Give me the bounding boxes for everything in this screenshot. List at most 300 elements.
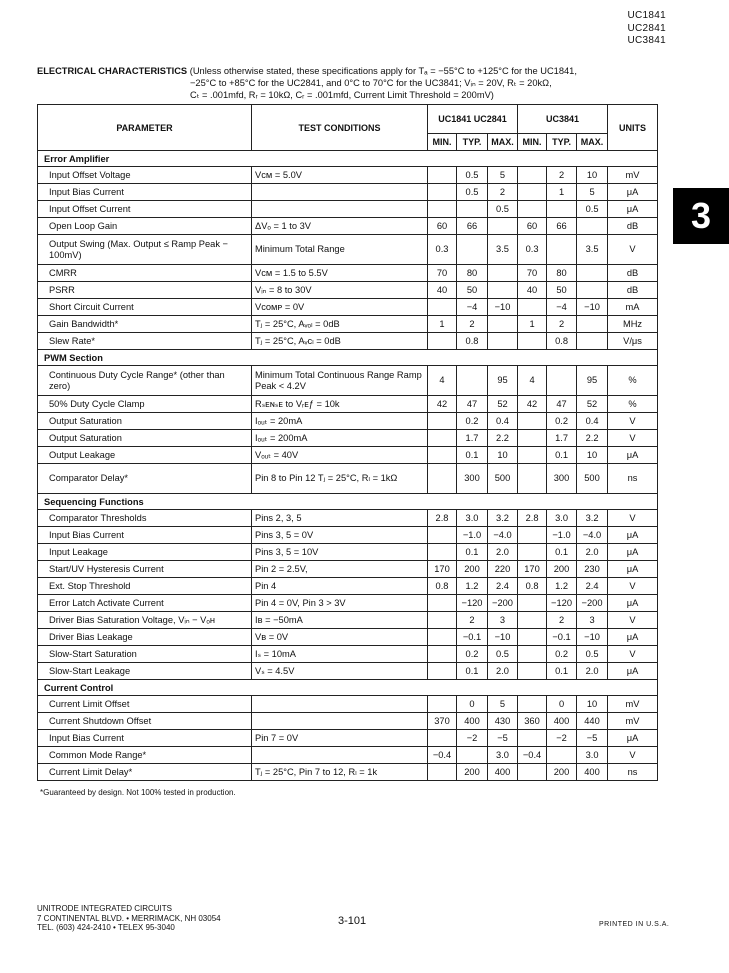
value-typ-cell: 0.1 [457, 447, 488, 464]
value-typ-cell: 300 [547, 464, 577, 494]
title-lead: ELECTRICAL CHARACTERISTICS [37, 66, 188, 76]
value-typ-cell: −0.1 [457, 629, 488, 646]
unit-cell: MHz [608, 316, 658, 333]
value-min-cell: 60 [518, 218, 547, 235]
value-min-cell: 370 [428, 713, 457, 730]
value-min-cell [428, 612, 457, 629]
value-typ-cell: 0.8 [457, 333, 488, 350]
condition-cell: Iₒᵤₜ = 20mA [252, 413, 428, 430]
section-header-row [38, 494, 658, 510]
param-cell: Input Offset Voltage [38, 167, 252, 184]
param-cell: Current Limit Offset [38, 696, 252, 713]
param-cell: Output Swing (Max. Output ≤ Ramp Peak − 100mV) [38, 235, 252, 265]
param-cell: Slew Rate* [38, 333, 252, 350]
value-max-cell: 0.5 [488, 646, 518, 663]
table-row [38, 595, 658, 612]
part-numbers [628, 10, 667, 48]
param-cell: Start/UV Hysteresis Current [38, 561, 252, 578]
value-max-cell: 400 [488, 764, 518, 781]
section-tab-marker [673, 188, 729, 244]
value-max-cell: 3 [577, 612, 608, 629]
value-min-cell [518, 730, 547, 747]
value-max-cell: 0.4 [577, 413, 608, 430]
value-typ-cell: 0.2 [457, 413, 488, 430]
condition-cell: Pin 7 = 0V [252, 730, 428, 747]
col-header-max: MAX. [488, 134, 518, 151]
condition-cell: Minimum Total Continuous Range Ramp Peak < 4.2V [252, 366, 428, 396]
table-row [38, 730, 658, 747]
value-min-cell [518, 333, 547, 350]
param-cell: Output Saturation [38, 430, 252, 447]
value-typ-cell: 0.2 [457, 646, 488, 663]
section-title: Current Control [38, 680, 658, 696]
table-row [38, 629, 658, 646]
param-cell: Driver Bias Leakage [38, 629, 252, 646]
value-max-cell: 3.5 [488, 235, 518, 265]
value-typ-cell: 66 [457, 218, 488, 235]
condition-cell: Tⱼ = 25°C, Aᵥₒₗ = 0dB [252, 316, 428, 333]
param-cell: CMRR [38, 265, 252, 282]
value-typ-cell: 0.1 [457, 663, 488, 680]
value-typ-cell: −4 [547, 299, 577, 316]
value-min-cell [518, 527, 547, 544]
title-conditions-line1: (Unless otherwise stated, these specifications apply for Tₐ = −55°C to +125°C for the UC1841, [189, 66, 577, 76]
condition-cell: Pins 3, 5 = 10V [252, 544, 428, 561]
value-min-cell: 42 [518, 396, 547, 413]
condition-cell: Tⱼ = 25°C, Pin 7 to 12, Rₗ = 1k [252, 764, 428, 781]
col-header-test-conditions: TEST CONDITIONS [252, 105, 428, 151]
value-max-cell: 2.0 [488, 544, 518, 561]
param-cell: Driver Bias Saturation Voltage, Vᵢₙ − Vₒʜ [38, 612, 252, 629]
condition-cell [252, 747, 428, 764]
value-min-cell [428, 629, 457, 646]
param-cell: Slow-Start Saturation [38, 646, 252, 663]
section-header-row [38, 151, 658, 167]
col-header-parameter: PARAMETER [38, 105, 252, 151]
value-typ-cell: 0.1 [547, 663, 577, 680]
condition-cell: Iₛ = 10mA [252, 646, 428, 663]
value-max-cell: 95 [488, 366, 518, 396]
value-typ-cell: 2 [457, 316, 488, 333]
value-min-cell [428, 696, 457, 713]
value-typ-cell [547, 235, 577, 265]
value-typ-cell: −120 [547, 595, 577, 612]
param-cell: Comparator Thresholds [38, 510, 252, 527]
table-row [38, 282, 658, 299]
value-typ-cell: 50 [547, 282, 577, 299]
value-min-cell [518, 629, 547, 646]
value-max-cell: 400 [577, 764, 608, 781]
param-cell: Output Saturation [38, 413, 252, 430]
value-max-cell: 5 [577, 184, 608, 201]
param-cell: Input Bias Current [38, 730, 252, 747]
value-max-cell: 2.4 [577, 578, 608, 595]
value-min-cell: −0.4 [518, 747, 547, 764]
table-row [38, 510, 658, 527]
param-cell: Current Limit Delay* [38, 764, 252, 781]
table-row [38, 663, 658, 680]
value-min-cell [428, 595, 457, 612]
value-min-cell: 40 [428, 282, 457, 299]
value-typ-cell: 3.0 [547, 510, 577, 527]
table-row [38, 747, 658, 764]
value-max-cell: 10 [577, 167, 608, 184]
value-min-cell [518, 413, 547, 430]
table-row [38, 184, 658, 201]
table-row [38, 646, 658, 663]
value-max-cell: 5 [488, 696, 518, 713]
value-min-cell [518, 595, 547, 612]
value-typ-cell: 0.5 [457, 184, 488, 201]
condition-cell [252, 713, 428, 730]
param-cell: Current Shutdown Offset [38, 713, 252, 730]
table-row [38, 544, 658, 561]
value-typ-cell: 300 [457, 464, 488, 494]
value-max-cell: −4.0 [577, 527, 608, 544]
value-max-cell [577, 282, 608, 299]
section-header-row [38, 350, 658, 366]
condition-cell [252, 201, 428, 218]
footer-contact: TEL. (603) 424-2410 • TELEX 95-3040 [37, 923, 175, 932]
unit-cell: % [608, 396, 658, 413]
table-row [38, 447, 658, 464]
unit-cell: mA [608, 299, 658, 316]
value-max-cell [488, 218, 518, 235]
value-typ-cell: −120 [457, 595, 488, 612]
param-cell: Continuous Duty Cycle Range* (other than zero) [38, 366, 252, 396]
unit-cell: V [608, 235, 658, 265]
value-typ-cell [457, 201, 488, 218]
value-max-cell: −10 [577, 629, 608, 646]
value-max-cell: −5 [488, 730, 518, 747]
value-min-cell [428, 544, 457, 561]
col-header-min: MIN. [428, 134, 457, 151]
value-max-cell: 3.0 [577, 747, 608, 764]
value-typ-cell: 47 [457, 396, 488, 413]
value-max-cell: 2 [488, 184, 518, 201]
value-typ-cell: 80 [457, 265, 488, 282]
value-typ-cell: −2 [457, 730, 488, 747]
value-max-cell: 2.0 [577, 663, 608, 680]
condition-cell: Rₛᴇɴₛᴇ to Vᵣᴇƒ = 10k [252, 396, 428, 413]
value-min-cell [518, 612, 547, 629]
unit-cell: mV [608, 713, 658, 730]
section-tab-number: 3 [690, 195, 712, 236]
table-row [38, 696, 658, 713]
unit-cell: μA [608, 447, 658, 464]
value-max-cell: 3.2 [577, 510, 608, 527]
condition-cell: Minimum Total Range [252, 235, 428, 265]
spec-table [37, 104, 658, 781]
value-typ-cell: 0 [547, 696, 577, 713]
value-typ-cell [547, 366, 577, 396]
unit-cell: mV [608, 696, 658, 713]
value-max-cell: −200 [488, 595, 518, 612]
col-header-units: UNITS [608, 105, 658, 151]
unit-cell: ns [608, 464, 658, 494]
table-row [38, 316, 658, 333]
value-max-cell: 220 [488, 561, 518, 578]
value-min-cell [428, 299, 457, 316]
value-typ-cell [547, 747, 577, 764]
value-min-cell: 0.3 [518, 235, 547, 265]
table-row [38, 235, 658, 265]
condition-cell: Tⱼ = 25°C, Aᵥᴄₗ = 0dB [252, 333, 428, 350]
section-title: Error Amplifier [38, 151, 658, 167]
table-row [38, 430, 658, 447]
table-row [38, 396, 658, 413]
value-min-cell [518, 464, 547, 494]
table-row [38, 561, 658, 578]
table-row [38, 218, 658, 235]
value-typ-cell: 0.2 [547, 413, 577, 430]
value-max-cell: 10 [488, 447, 518, 464]
value-max-cell: 0.4 [488, 413, 518, 430]
param-cell: Common Mode Range* [38, 747, 252, 764]
condition-cell: Vᴄᴍ = 5.0V [252, 167, 428, 184]
value-typ-cell [457, 747, 488, 764]
value-max-cell [488, 333, 518, 350]
param-cell: Input Offset Current [38, 201, 252, 218]
condition-cell: Vᴄᴏᴍᴘ = 0V [252, 299, 428, 316]
value-min-cell [428, 527, 457, 544]
part-number: UC2841 [627, 22, 666, 34]
value-max-cell: 500 [488, 464, 518, 494]
unit-cell: % [608, 366, 658, 396]
param-cell: Gain Bandwidth* [38, 316, 252, 333]
value-typ-cell: 200 [457, 764, 488, 781]
value-typ-cell [457, 235, 488, 265]
value-typ-cell: 50 [457, 282, 488, 299]
unit-cell: μA [608, 561, 658, 578]
value-max-cell: −200 [577, 595, 608, 612]
value-min-cell: 1 [428, 316, 457, 333]
param-cell: Short Circuit Current [38, 299, 252, 316]
unit-cell: μA [608, 730, 658, 747]
table-row [38, 366, 658, 396]
value-max-cell [577, 265, 608, 282]
value-min-cell: 42 [428, 396, 457, 413]
condition-cell: Vᴄᴍ = 1.5 to 5.5V [252, 265, 428, 282]
unit-cell: μA [608, 544, 658, 561]
footnote: *Guaranteed by design. Not 100% tested in production. [40, 788, 236, 797]
value-typ-cell: 66 [547, 218, 577, 235]
value-max-cell [577, 218, 608, 235]
value-max-cell: 10 [577, 447, 608, 464]
condition-cell: Pins 2, 3, 5 [252, 510, 428, 527]
part-number: UC1841 [627, 10, 666, 21]
section-title: PWM Section [38, 350, 658, 366]
unit-cell: V [608, 413, 658, 430]
value-typ-cell: 47 [547, 396, 577, 413]
condition-cell [252, 696, 428, 713]
value-min-cell [428, 184, 457, 201]
footer-address: 7 CONTINENTAL BLVD. • MERRIMACK, NH 03054 [37, 913, 221, 923]
condition-cell: Pin 4 [252, 578, 428, 595]
value-max-cell: −4.0 [488, 527, 518, 544]
param-cell: Ext. Stop Threshold [38, 578, 252, 595]
value-max-cell: 2.0 [577, 544, 608, 561]
value-typ-cell: 2 [457, 612, 488, 629]
value-min-cell: 40 [518, 282, 547, 299]
value-max-cell: 2.4 [488, 578, 518, 595]
unit-cell: μA [608, 629, 658, 646]
condition-cell: Pins 3, 5 = 0V [252, 527, 428, 544]
value-min-cell [428, 167, 457, 184]
unit-cell: mV [608, 167, 658, 184]
value-typ-cell: −4 [457, 299, 488, 316]
value-min-cell [518, 646, 547, 663]
table-row [38, 527, 658, 544]
value-min-cell: 360 [518, 713, 547, 730]
value-max-cell [488, 265, 518, 282]
table-row [38, 464, 658, 494]
param-cell: Error Latch Activate Current [38, 595, 252, 612]
value-max-cell: −5 [577, 730, 608, 747]
col-header-uc1841-uc2841: UC1841 UC2841 [428, 105, 518, 134]
unit-cell: μA [608, 663, 658, 680]
condition-cell: Iₒᵤₜ = 200mA [252, 430, 428, 447]
value-min-cell: 4 [428, 366, 457, 396]
value-max-cell [577, 316, 608, 333]
unit-cell: μA [608, 184, 658, 201]
value-typ-cell: 200 [547, 764, 577, 781]
col-header-typ: TYP. [457, 134, 488, 151]
col-header-typ: TYP. [547, 134, 577, 151]
value-max-cell: 500 [577, 464, 608, 494]
value-min-cell [518, 544, 547, 561]
unit-cell: V/μs [608, 333, 658, 350]
param-cell: Comparator Delay* [38, 464, 252, 494]
value-max-cell [488, 316, 518, 333]
value-max-cell: 0.5 [577, 201, 608, 218]
value-typ-cell: 0.8 [547, 333, 577, 350]
part-number: UC3841 [627, 35, 666, 46]
value-typ-cell: 0.5 [457, 167, 488, 184]
value-min-cell: 0.3 [428, 235, 457, 265]
value-typ-cell [547, 201, 577, 218]
value-max-cell: 95 [577, 366, 608, 396]
condition-cell: Vʙ = 0V [252, 629, 428, 646]
value-typ-cell: 1.7 [457, 430, 488, 447]
value-min-cell [428, 447, 457, 464]
value-min-cell [428, 646, 457, 663]
electrical-characteristics-title [37, 66, 677, 101]
value-min-cell [518, 696, 547, 713]
value-min-cell [428, 730, 457, 747]
value-typ-cell: 0.1 [547, 544, 577, 561]
value-typ-cell: 1.2 [457, 578, 488, 595]
table-row [38, 201, 658, 218]
value-min-cell [428, 464, 457, 494]
condition-cell: ΔVₒ = 1 to 3V [252, 218, 428, 235]
table-row [38, 265, 658, 282]
param-cell: Open Loop Gain [38, 218, 252, 235]
condition-cell: Vᵢₙ = 8 to 30V [252, 282, 428, 299]
value-max-cell: 0.5 [577, 646, 608, 663]
unit-cell: dB [608, 282, 658, 299]
value-typ-cell [457, 366, 488, 396]
value-typ-cell: 1.7 [547, 430, 577, 447]
value-typ-cell: −0.1 [547, 629, 577, 646]
value-min-cell: 170 [428, 561, 457, 578]
value-typ-cell: 1.2 [547, 578, 577, 595]
condition-cell: Pin 8 to Pin 12 Tⱼ = 25°C, Rₗ = 1kΩ [252, 464, 428, 494]
value-min-cell: 170 [518, 561, 547, 578]
value-typ-cell: 3.0 [457, 510, 488, 527]
value-min-cell [428, 333, 457, 350]
value-min-cell [518, 430, 547, 447]
value-min-cell [428, 201, 457, 218]
condition-cell: Vₒᵤₜ = 40V [252, 447, 428, 464]
footer-company-info [37, 904, 221, 933]
condition-cell: Pin 4 = 0V, Pin 3 > 3V [252, 595, 428, 612]
table-row [38, 333, 658, 350]
value-min-cell: 60 [428, 218, 457, 235]
unit-cell: V [608, 646, 658, 663]
param-cell: Input Leakage [38, 544, 252, 561]
value-max-cell: 0.5 [488, 201, 518, 218]
value-min-cell [428, 764, 457, 781]
unit-cell: ns [608, 764, 658, 781]
page-number: 3-101 [338, 915, 367, 927]
value-typ-cell: 1 [547, 184, 577, 201]
value-min-cell [518, 201, 547, 218]
value-typ-cell: 400 [457, 713, 488, 730]
param-cell: Slow-Start Leakage [38, 663, 252, 680]
table-row [38, 413, 658, 430]
value-max-cell: −10 [488, 299, 518, 316]
value-typ-cell: 2 [547, 612, 577, 629]
value-min-cell [518, 299, 547, 316]
col-header-uc3841: UC3841 [518, 105, 608, 134]
param-cell: PSRR [38, 282, 252, 299]
condition-cell: Vₛ = 4.5V [252, 663, 428, 680]
value-max-cell: −10 [577, 299, 608, 316]
table-row [38, 612, 658, 629]
printed-in: PRINTED IN U.S.A. [599, 921, 670, 928]
value-min-cell [518, 764, 547, 781]
table-row [38, 764, 658, 781]
value-max-cell: 3.5 [577, 235, 608, 265]
value-max-cell: 3.0 [488, 747, 518, 764]
value-min-cell: 2.8 [428, 510, 457, 527]
table-row [38, 578, 658, 595]
value-max-cell: 10 [577, 696, 608, 713]
value-typ-cell: 2 [547, 316, 577, 333]
table-row [38, 167, 658, 184]
value-typ-cell: 400 [547, 713, 577, 730]
unit-cell: dB [608, 218, 658, 235]
condition-cell [252, 184, 428, 201]
param-cell: Input Bias Current [38, 184, 252, 201]
value-typ-cell: 0.1 [457, 544, 488, 561]
value-min-cell: 70 [518, 265, 547, 282]
value-typ-cell: 0.2 [547, 646, 577, 663]
value-min-cell: 1 [518, 316, 547, 333]
value-max-cell: 2.2 [488, 430, 518, 447]
value-min-cell [518, 167, 547, 184]
value-max-cell: 2.2 [577, 430, 608, 447]
value-typ-cell: 200 [547, 561, 577, 578]
value-min-cell: 0.8 [518, 578, 547, 595]
value-typ-cell: 0.1 [547, 447, 577, 464]
value-max-cell: 430 [488, 713, 518, 730]
value-typ-cell: 200 [457, 561, 488, 578]
param-cell: Input Bias Current [38, 527, 252, 544]
value-typ-cell: −1.0 [547, 527, 577, 544]
value-max-cell: 52 [577, 396, 608, 413]
